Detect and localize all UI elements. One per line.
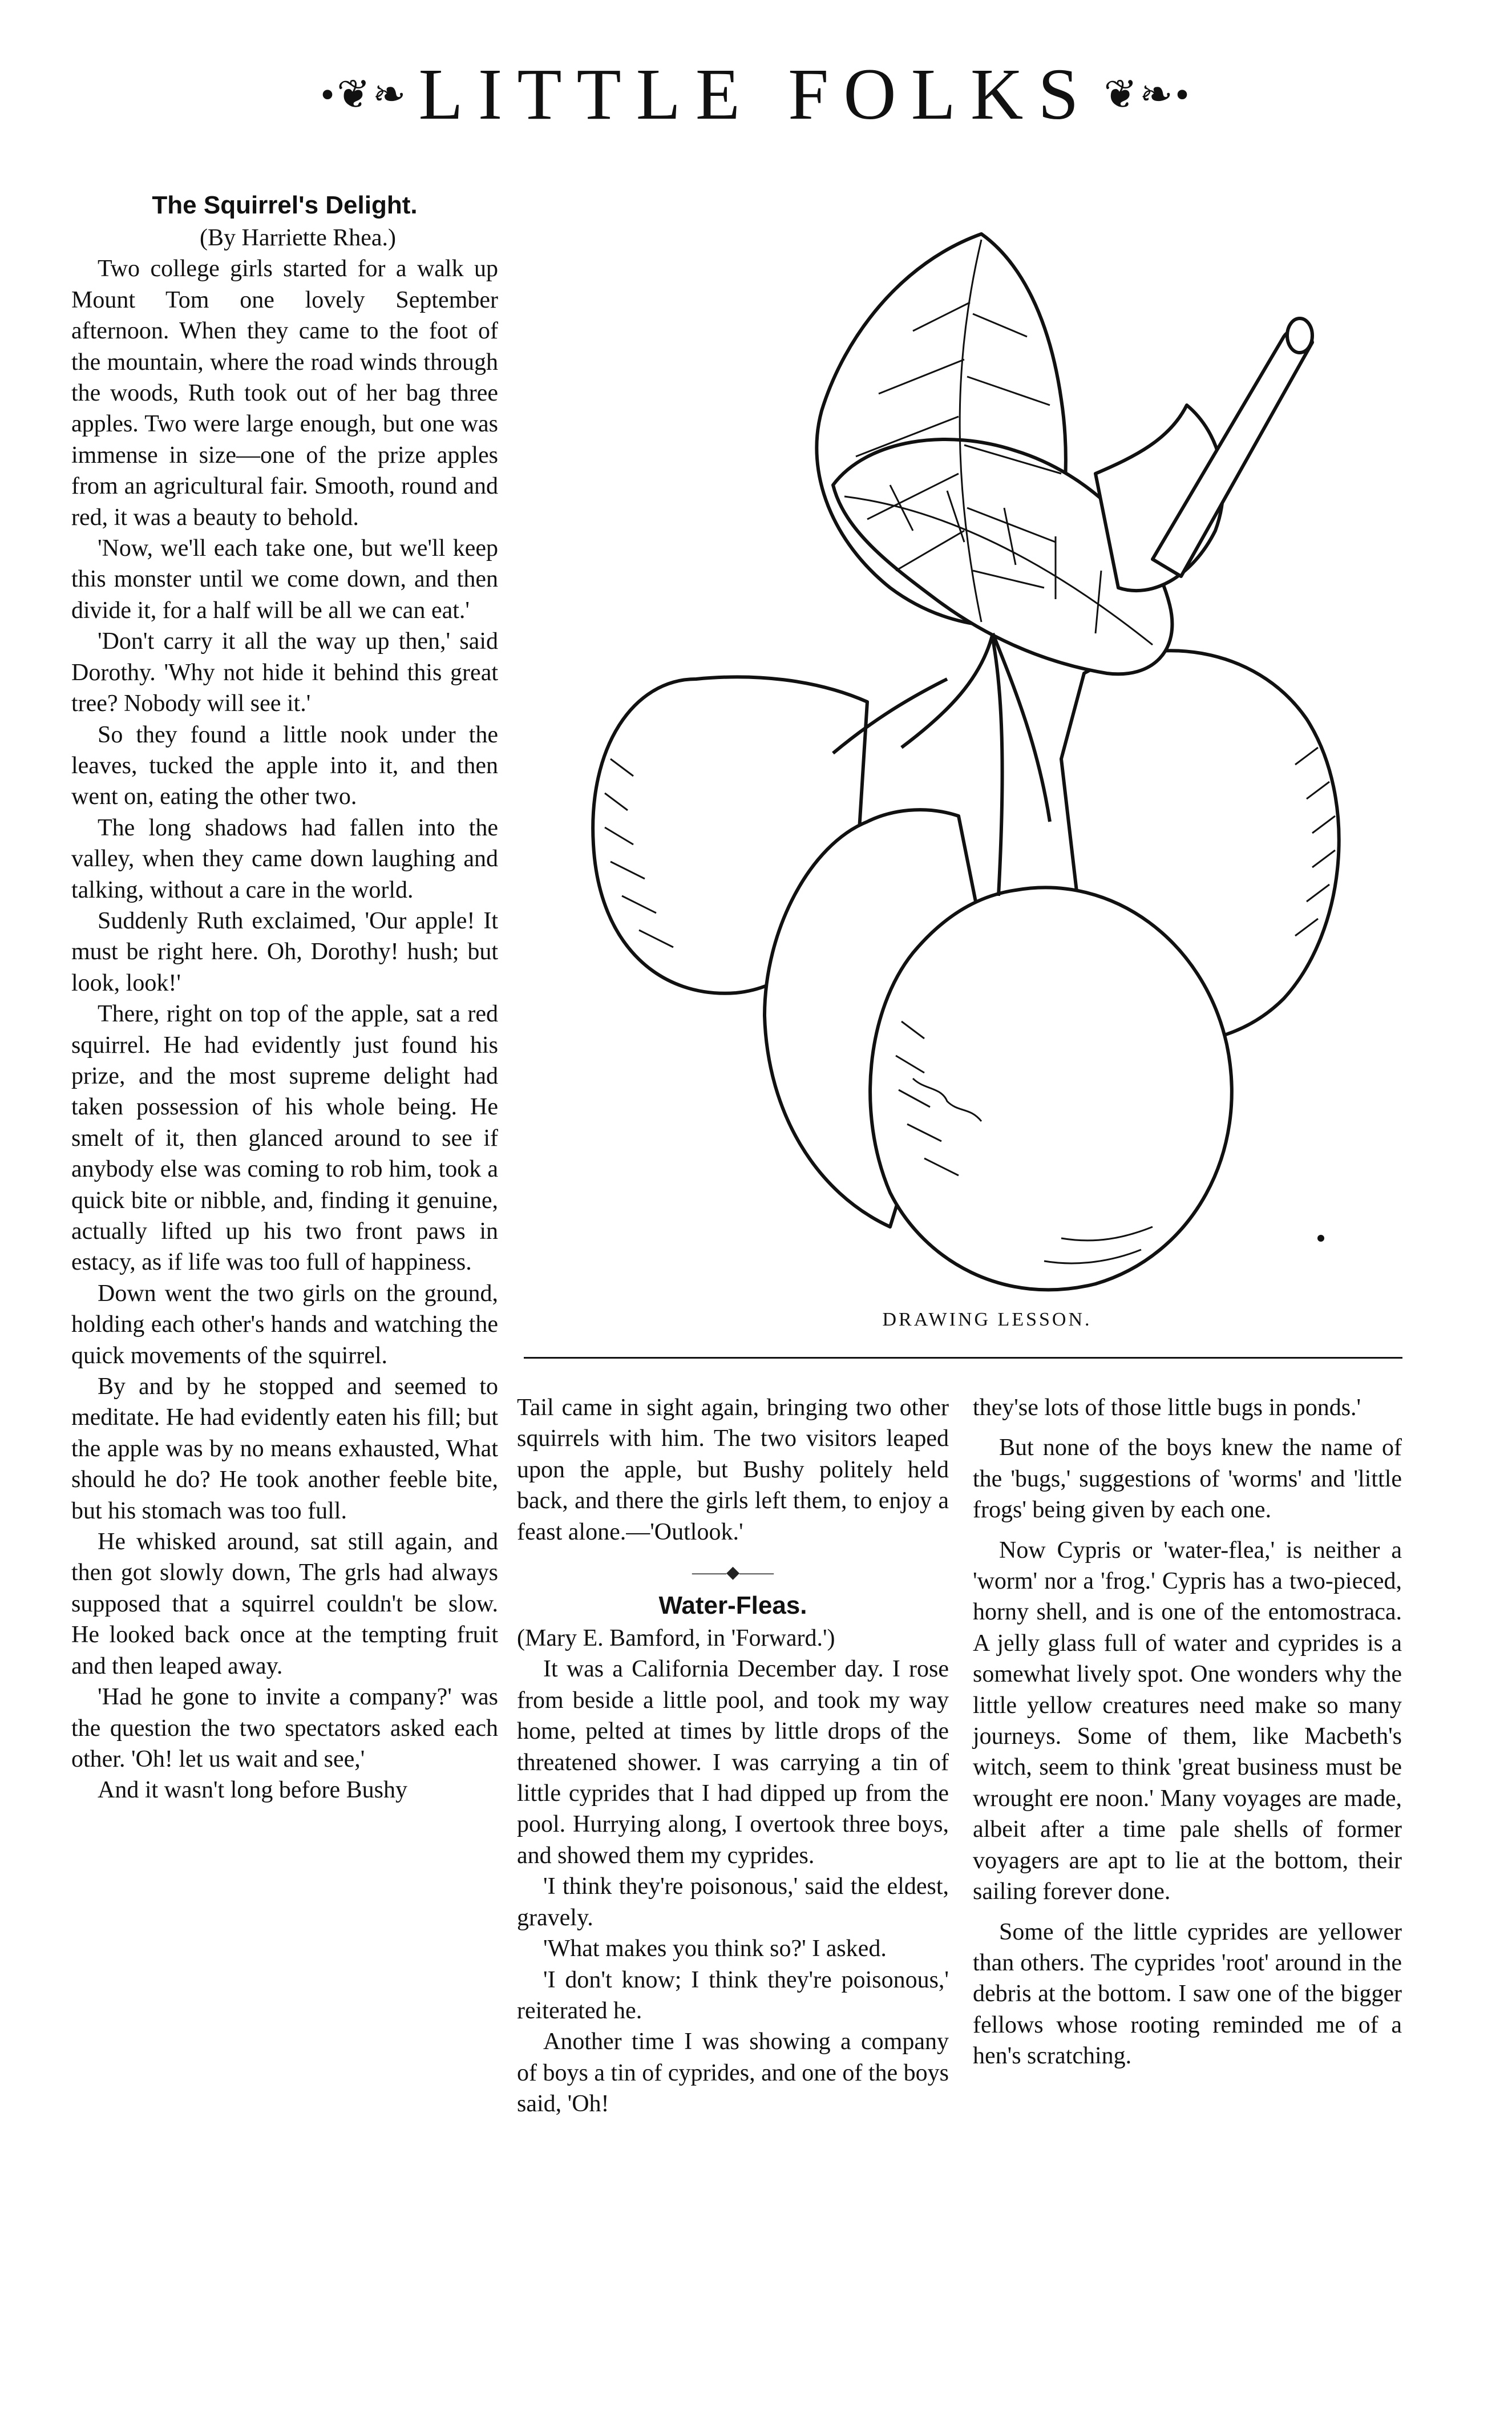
paragraph-continued: Tail came in sight again, bringing two other squirrels with him. The two visitors leaped upon the apple, but Bushy politely held back, and there the girls left them, to enjoy a feast alone.—'Outlook.' bbox=[517, 1395, 949, 1545]
paragraph: By and by he stopped and seemed to meditate. He had evidently eaten his fill; but the apple was by no means exhausted, What should he do? He took another feeble bite, but his stomach was too full. bbox=[71, 1373, 498, 1524]
masthead-ornament-right: ❦❧• bbox=[1103, 72, 1192, 117]
masthead-ornament-left: •❦❧ bbox=[320, 72, 409, 117]
paragraph: And it wasn't long before Bushy bbox=[98, 1777, 408, 1804]
paragraph-continued: they'se lots of those little bugs in ponds.' bbox=[973, 1395, 1361, 1421]
paragraph: There, right on top of the apple, sat a red squirrel. He had evidently just found his prize, and the most supreme delight had taken possession of his whole being. He smelt of it, then glanced around to see if anybody else was coming to rob him, took a quick bite or nibble, and, finding it genuine, actually lifted up his two front paws in estacy, as if life was too full of happiness. bbox=[71, 1001, 498, 1276]
story-title-squirrel: The Squirrel's Delight. bbox=[152, 191, 418, 219]
section-separator: ——◆—— bbox=[692, 1563, 774, 1582]
paragraph: 'Now, we'll each take one, but we'll keep this monster until we come down, and then divide it, for a half will be all we can eat.' bbox=[71, 535, 498, 624]
paragraph: He whisked around, sat still again, and then got slowly down, The grls had always supposed that a squirrel couldn't be slow. He looked back once at the tempting fruit and then leaped away. bbox=[71, 1529, 498, 1679]
horizontal-rule bbox=[524, 1357, 1402, 1359]
masthead bbox=[320, 51, 1192, 137]
column-3 bbox=[973, 1392, 1402, 2072]
paragraph: 'Don't carry it all the way up then,' said Dorothy. 'Why not hide it behind this great tree? Nobody will see it.' bbox=[71, 628, 498, 717]
paragraph: Now Cypris or 'water-flea,' is neither a 'worm' nor a 'frog.' Cypris has a two-pieced, horny shell, and is one of the entomostraca. A jelly glass full of water and cyprides is a somewhat lively spot. One wonders why the little yellow creatures need make so many journeys. Some of them, like Macbeth's witch, seem to think 'great business must be wrought ere noon.' Many voyages are made, albeit after a time pale shells of former voyagers are apt to lie at the bottom, their sailing forever done. bbox=[973, 1537, 1402, 1905]
paragraph: 'I don't know; I think they're poisonous,' reiterated he. bbox=[517, 1966, 949, 2024]
column-1 bbox=[71, 188, 498, 1806]
paragraph: The long shadows had fallen into the valley, when they came down laughing and talking, without a care in the world. bbox=[71, 814, 498, 903]
illustration-caption: DRAWING LESSON. bbox=[882, 1309, 1092, 1330]
story-byline-water-fleas: (Mary E. Bamford, in 'Forward.') bbox=[517, 1625, 835, 1652]
paragraph: 'Had he gone to invite a company?' was the question the two spectators asked each other. 'Oh! let us wait and see,' bbox=[71, 1684, 498, 1772]
paragraph: But none of the boys knew the name of the 'bugs,' suggestions of 'worms' and 'little frogs' being given by each one. bbox=[973, 1435, 1402, 1524]
paragraph: It was a California December day. I rose from beside a little pool, and took my way home, pelted at times by little drops of the threatened shower. I was carrying a tin of little cyprides that I had dipped up from the pool. Hurrying along, I overtook three boys, and showed them my cyprides. bbox=[517, 1656, 949, 1869]
paragraph: Down went the two girls on the ground, holding each other's hands and watching the quick movements of the squirrel. bbox=[71, 1280, 498, 1369]
paragraph: Another time I was showing a company of boys a tin of cyprides, and one of the boys said, 'Oh! bbox=[517, 2029, 949, 2118]
paragraph: Suddenly Ruth exclaimed, 'Our apple! It must be right here. Oh, Dorothy! hush; but look, look!' bbox=[71, 907, 498, 996]
paragraph: 'I think they're poisonous,' said the eldest, gravely. bbox=[517, 1873, 949, 1931]
column-2 bbox=[517, 1392, 949, 2120]
apples-illustration bbox=[548, 188, 1404, 1301]
paragraph: So they found a little nook under the leaves, tucked the apple into it, and then went on, eating the other two. bbox=[71, 721, 498, 810]
masthead-title: LITTLE FOLKS bbox=[418, 53, 1094, 135]
story-title-water-fleas: Water-Fleas. bbox=[658, 1591, 807, 1620]
paragraph: Two college girls started for a walk up Mount Tom one lovely September afternoon. When they came to the foot of the mountain, where the road winds through the woods, Ruth took out of her bag three apples. Two were large enough, but one was immense in size—one of the prize apples from an agricultural fair. Smooth, round and red, it was a beauty to behold. bbox=[71, 256, 498, 531]
paragraph: 'What makes you think so?' I asked. bbox=[543, 1936, 887, 1962]
story-byline-squirrel: (By Harriette Rhea.) bbox=[199, 225, 397, 251]
paragraph: Some of the little cyprides are yellower than others. The cyprides 'root' around in the debris at the bottom. I saw one of the bigger fellows whose rooting reminded me of a hen's scratching. bbox=[973, 1918, 1402, 2070]
